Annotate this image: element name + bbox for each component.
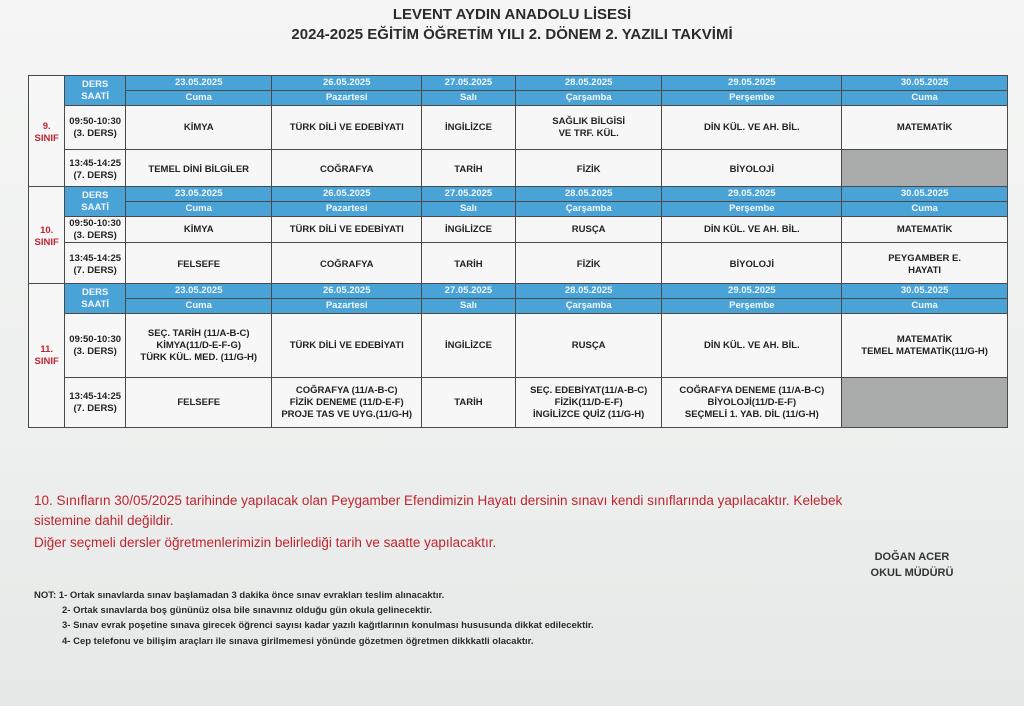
table-row: [29, 243, 1008, 287]
principal-title: OKUL MÜDÜRÜ: [870, 567, 954, 579]
day-header: Pazartesi: [272, 202, 422, 217]
exam-cell: COĞRAFYA: [272, 150, 422, 190]
table-row: [29, 217, 1008, 243]
note-1: NOT: 1- Ortak sınavlarda sınav başlamadan 3 dakika önce sınav evrakları teslim alınacaktır.: [34, 590, 445, 601]
date-header: 27.05.2025: [421, 187, 515, 202]
day-header: Perşembe: [662, 202, 842, 217]
table-row: [29, 314, 1008, 378]
slot-lesson: (3. DERS): [73, 127, 117, 139]
date-header: 26.05.2025: [272, 187, 422, 202]
empty-cell: [842, 378, 1008, 428]
school-name: LEVENT AYDIN ANADOLU LİSESİ: [392, 6, 632, 23]
day-header: Perşembe: [662, 299, 842, 314]
exam-cell: COĞRAFYA DENEME (11/A-B-C) BİYOLOJİ(11/D-E-F) SEÇMELİ 1. YAB. DİL (11/G-H): [662, 378, 842, 428]
day-header: Salı: [421, 202, 515, 217]
date-header: 30.05.2025: [842, 284, 1008, 299]
day-header: Cuma: [125, 202, 271, 217]
exam-cell: PEYGAMBER E. HAYATI: [842, 243, 1008, 287]
date-header: 29.05.2025: [662, 284, 842, 299]
date-header: 23.05.2025: [125, 187, 271, 202]
exam-cell: DİN KÜL. VE AH. BİL.: [662, 106, 842, 150]
ders-saati-header: DERS SAATİ: [65, 284, 126, 314]
day-header: Salı: [421, 91, 515, 106]
exam-cell: TARİH: [421, 150, 515, 190]
exam-cell: TARİH: [421, 243, 515, 287]
grade-label: [29, 284, 65, 428]
date-header: 27.05.2025: [421, 76, 515, 91]
day-header: Salı: [421, 299, 515, 314]
exam-cell: TÜRK DİLİ VE EDEBİYATI: [272, 106, 422, 150]
date-header: 23.05.2025: [125, 284, 271, 299]
date-header: 29.05.2025: [662, 76, 842, 91]
exam-cell: RUSÇA: [515, 217, 661, 243]
date-header: 23.05.2025: [125, 76, 271, 91]
exam-cell: RUSÇA: [515, 314, 661, 378]
exam-cell: DİN KÜL. VE AH. BİL.: [662, 314, 842, 378]
exam-cell: BİYOLOJİ: [662, 150, 842, 190]
day-header: Çarşamba: [515, 91, 661, 106]
day-header: Pazartesi: [272, 299, 422, 314]
exam-cell: TÜRK DİLİ VE EDEBİYATI: [272, 314, 422, 378]
day-header: Cuma: [842, 202, 1008, 217]
grade-suffix: SINIF: [34, 236, 59, 248]
schedule-table-grade-11: [28, 283, 1008, 428]
slot-time: 09:50-10:30: [69, 217, 122, 229]
exam-cell: SAĞLIK BİLGİSİ VE TRF. KÜL.: [515, 106, 661, 150]
ders-saati-header: DERS SAATİ: [65, 187, 126, 217]
date-header: 27.05.2025: [421, 284, 515, 299]
exam-cell: TARİH: [421, 378, 515, 428]
date-header: 26.05.2025: [272, 284, 422, 299]
exam-cell: KİMYA: [125, 106, 271, 150]
slot-lesson: (7. DERS): [73, 169, 117, 181]
exam-cell: BİYOLOJİ: [662, 243, 842, 287]
notice-line-3: Diğer seçmeli dersler öğretmenlerimizin belirlediği tarih ve saatte yapılacaktır.: [34, 535, 497, 550]
note-3: 3- Sınav evrak poşetine sınava girecek öğrenci sayısı kadar yazılı kağıtlarının konulması hususunda dikkat edilecektir.: [62, 620, 594, 631]
notice-line-1: 10. Sınıfların 30/05/2025 tarihinde yapılacak olan Peygamber Efendimizin Hayatı dersinin sınavı kendi sınıflarında yapılacaktır. Kelebek: [34, 493, 843, 508]
slot-lesson: (7. DERS): [73, 264, 117, 276]
day-header: Cuma: [125, 299, 271, 314]
date-header: 30.05.2025: [842, 187, 1008, 202]
table-row: [29, 106, 1008, 150]
grade-label: [29, 187, 65, 287]
ders-saati-header: DERS SAATİ: [65, 76, 126, 106]
notice-line-2: sistemine dahil değildir.: [34, 513, 174, 528]
time-slot: [65, 314, 126, 378]
date-header: 30.05.2025: [842, 76, 1008, 91]
exam-cell: MATEMATİK: [842, 217, 1008, 243]
exam-cell: FİZİK: [515, 150, 661, 190]
principal-name: DOĞAN ACER: [874, 551, 950, 563]
exam-cell: İNGİLİZCE: [421, 314, 515, 378]
exam-cell: FELSEFE: [125, 243, 271, 287]
grade-suffix: SINIF: [34, 132, 59, 144]
day-header: Perşembe: [662, 91, 842, 106]
time-slot: [65, 243, 126, 287]
document-title: 2024-2025 EĞİTİM ÖĞRETİM YILI 2. DÖNEM 2. YAZILI TAKVİMİ: [291, 26, 733, 43]
grade-number: 11.: [40, 343, 54, 355]
exam-cell: COĞRAFYA (11/A-B-C) FİZİK DENEME (11/D-E-F) PROJE TAS VE UYG.(11/G-H): [272, 378, 422, 428]
exam-cell: DİN KÜL. VE AH. BİL.: [662, 217, 842, 243]
day-header: Cuma: [842, 299, 1008, 314]
slot-lesson: (3. DERS): [73, 345, 117, 357]
slot-time: 09:50-10:30: [69, 115, 122, 127]
exam-cell: İNGİLİZCE: [421, 106, 515, 150]
exam-cell: FİZİK: [515, 243, 661, 287]
exam-cell: SEÇ. TARİH (11/A-B-C) KİMYA(11/D-E-F-G) TÜRK KÜL. MED. (11/G-H): [125, 314, 271, 378]
exam-cell: MATEMATİK TEMEL MATEMATİK(11/G-H): [842, 314, 1008, 378]
time-slot: [65, 106, 126, 150]
date-header: 29.05.2025: [662, 187, 842, 202]
time-slot: [65, 217, 126, 243]
slot-lesson: (7. DERS): [73, 402, 117, 414]
exam-cell: SEÇ. EDEBİYAT(11/A-B-C) FİZİK(11/D-E-F) İNGİLİZCE QUİZ (11/G-H): [515, 378, 661, 428]
date-header: 28.05.2025: [515, 76, 661, 91]
time-slot: [65, 150, 126, 190]
slot-time: 13:45-14:25: [69, 390, 122, 402]
note-2: 2- Ortak sınavlarda boş gününüz olsa bile sınavınız olduğu gün okula gelinecektir.: [62, 605, 433, 616]
day-header: Çarşamba: [515, 299, 661, 314]
date-header: 28.05.2025: [515, 187, 661, 202]
empty-cell: [842, 150, 1008, 190]
exam-cell: MATEMATİK: [842, 106, 1008, 150]
note-4: 4- Cep telefonu ve bilişim araçları ile sınava girilmemesi yönünde gözetmen öğretmen dikkkatli olacaktır.: [62, 636, 534, 647]
day-header: Pazartesi: [272, 91, 422, 106]
grade-label: [29, 76, 65, 190]
exam-cell: İNGİLİZCE: [421, 217, 515, 243]
date-header: 28.05.2025: [515, 284, 661, 299]
slot-lesson: (3. DERS): [73, 229, 117, 241]
table-row: [29, 150, 1008, 190]
day-header: Cuma: [842, 91, 1008, 106]
schedule-table-grade-9: [28, 75, 1008, 190]
day-header: Çarşamba: [515, 202, 661, 217]
date-header: 26.05.2025: [272, 76, 422, 91]
exam-cell: KİMYA: [125, 217, 271, 243]
exam-cell: TÜRK DİLİ VE EDEBİYATI: [272, 217, 422, 243]
slot-time: 13:45-14:25: [69, 157, 122, 169]
exam-cell: FELSEFE: [125, 378, 271, 428]
grade-suffix: SINIF: [34, 355, 59, 367]
schedule-table-grade-10: [28, 186, 1008, 287]
grade-number: 9.: [42, 120, 51, 132]
grade-number: 10.: [40, 224, 54, 236]
exam-cell: TEMEL DİNİ BİLGİLER: [125, 150, 271, 190]
slot-time: 09:50-10:30: [69, 333, 122, 345]
table-row: [29, 378, 1008, 428]
day-header: Cuma: [125, 91, 271, 106]
slot-time: 13:45-14:25: [69, 252, 122, 264]
exam-cell: COĞRAFYA: [272, 243, 422, 287]
time-slot: [65, 378, 126, 428]
